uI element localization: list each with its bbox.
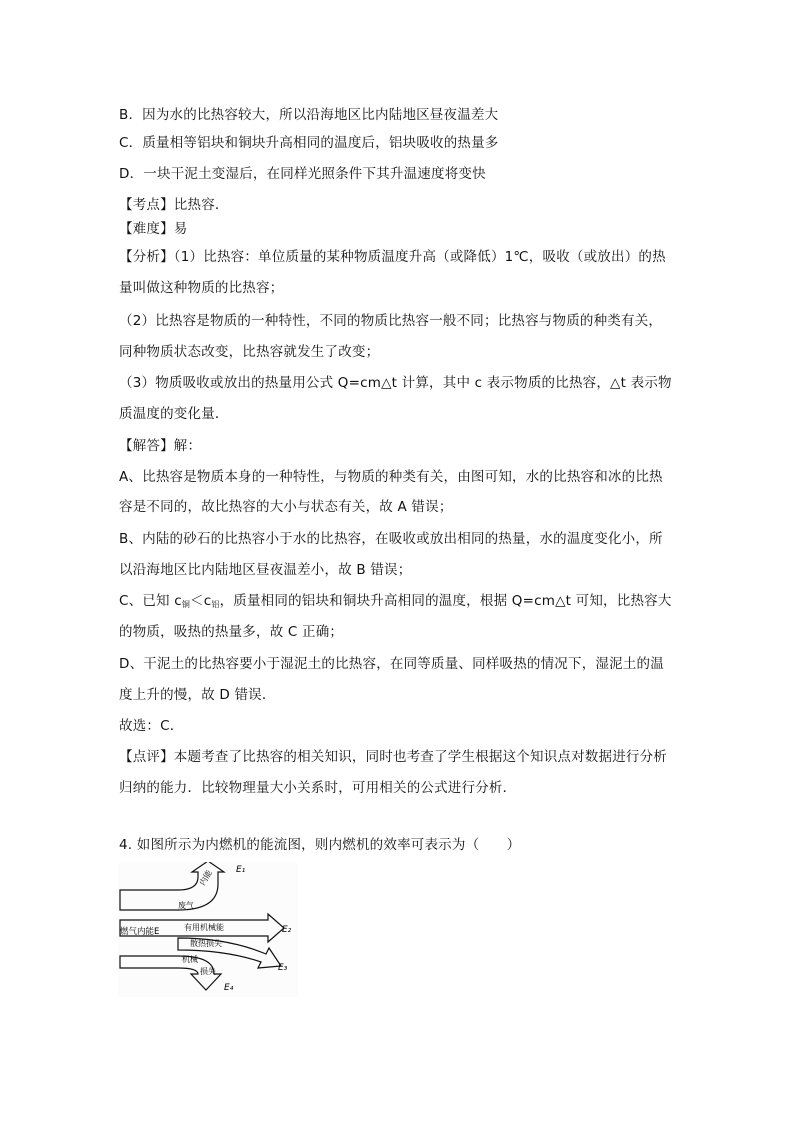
label-input-energy: 燃气内能E	[120, 927, 160, 937]
answer-b-2: 以沿海地区比内陆地区昼夜温差小，故 B 错误；	[119, 562, 412, 578]
analysis-3a: （3）物质吸收或放出的热量用公式 Q=cm△t 计算，其中 c 表示物质的比热容，△t 表示物	[119, 375, 672, 391]
label-e2: E₂	[282, 925, 292, 935]
label-exhaust: 废气	[178, 901, 194, 910]
label-heat-loss: 散热损失	[190, 939, 222, 948]
label-loss: 损失	[200, 967, 216, 976]
analysis-2a: （2）比热容是物质的一种特性，不同的物质比热容一般不同；比热容与物质的种类有关，	[119, 313, 663, 329]
answer-d-2: 度上升的慢，故 D 错误．	[119, 687, 276, 703]
answer-a-1: A、比热容是物质本身的一种特性，与物质的种类有关，由图可知，水的比热容和冰的比热	[119, 469, 663, 485]
difficulty-label: 【难度】易	[119, 221, 188, 237]
option-b: B．因为水的比热容较大，所以沿海地区比内陆地区昼夜温差大	[119, 107, 499, 123]
analysis-1b: 量叫做这种物质的比热容；	[119, 280, 284, 296]
question-4: 4. 如图所示为内燃机的能流图，则内燃机的效率可表示为（ ）	[119, 837, 521, 853]
answer-a-2: 容是不同的，故比热容的大小与状态有关，故 A 错误；	[119, 499, 453, 515]
answer-c-1-post: ，质量相同的铝块和铜块升高相同的温度，根据 Q=cm△t 可知，比热容大	[219, 593, 672, 609]
answer-c-2: 的物质，吸热的热量多，故 C 正确；	[119, 624, 344, 640]
subscript-copper: 铜	[181, 600, 191, 609]
answer-heading: 【解答】解：	[119, 438, 202, 454]
label-useful-work: 有用机械能	[184, 923, 224, 932]
option-c: C．质量相等铝块和铜块升高相同的温度后，铝块吸收的热量多	[119, 135, 499, 151]
answer-c-1-pre: C、已知 c	[119, 593, 182, 609]
choice-conclusion: 故选：C．	[119, 718, 184, 734]
label-mechanical: 机械	[182, 955, 198, 964]
label-internal-energy: 内能	[197, 868, 214, 887]
answer-d-1: D、干泥土的比热容要小于湿泥土的比热容，在同等质量、同样吸热的情况下，湿泥土的温	[119, 656, 664, 672]
label-e1: E₁	[236, 865, 246, 875]
comment-1: 【点评】本题考查了比热容的相关知识，同时也考查了学生根据这个知识点对数据进行分析	[119, 749, 667, 765]
analysis-1a: 【分析】（1）比热容：单位质量的某种物质温度升高（或降低）1℃，吸收（或放出）的热	[119, 249, 666, 265]
analysis-3b: 质温度的变化量．	[119, 406, 229, 422]
energy-flow-diagram	[118, 862, 298, 997]
option-d: D．一块干泥土变湿后，在同样光照条件下其升温速度将变快	[119, 166, 486, 182]
answer-c-1	[119, 592, 672, 614]
answer-b-1: B、内陆的砂石的比热容小于水的比热容，在吸收或放出相同的热量，水的温度变化小，所	[119, 531, 663, 547]
kaodian-label: 【考点】比热容．	[119, 197, 229, 213]
comment-2: 归纳的能力．比较物理量大小关系时，可用相关的公式进行分析．	[119, 780, 517, 796]
analysis-2b: 同种物质状态改变，比热容就发生了改变；	[119, 344, 380, 360]
subscript-aluminum: 铝	[211, 600, 220, 609]
answer-c-1-mid: ＜c	[190, 593, 212, 609]
label-e3: E₃	[278, 963, 288, 973]
label-e4: E₄	[224, 983, 234, 993]
